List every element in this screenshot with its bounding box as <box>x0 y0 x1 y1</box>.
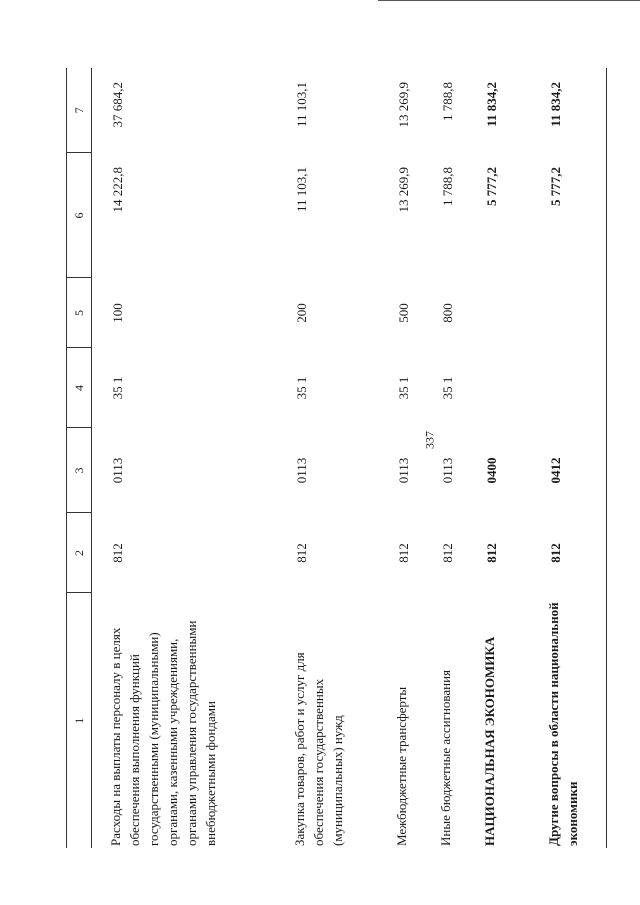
table-row-section <box>466 68 530 848</box>
cell-ved: 812 <box>294 543 309 563</box>
row-name: Расходы на выплаты персоналу в целях обеспечения выполнения функций государственными (муниципальными) органами, казенными учреждениями, органами управления государственными внебюджетными фондами <box>108 620 218 846</box>
cell-csr <box>466 348 530 428</box>
column-header: 3 <box>67 428 92 513</box>
cell-vr: 200 <box>294 303 309 323</box>
cell-sum2: 37 684,2 <box>110 82 125 128</box>
cell-vr <box>530 278 607 348</box>
top-rule <box>378 0 640 1</box>
cell-csr: 35 1 <box>294 376 309 400</box>
cell-vr: 800 <box>440 303 455 323</box>
column-header: 1 <box>67 593 92 848</box>
row-name: Иные бюджетные ассигнования <box>438 669 453 846</box>
cell-csr: 35 1 <box>440 376 455 400</box>
column-header: 5 <box>67 278 92 348</box>
cell-ved: 812 <box>548 543 563 563</box>
cell-vr <box>466 278 530 348</box>
cell-ved: 812 <box>396 543 411 563</box>
column-header: 2 <box>67 513 92 593</box>
cell-sum2: 11 834,2 <box>484 82 499 127</box>
cell-sum1: 1 788,8 <box>440 167 455 206</box>
row-name: Закупка товаров, работ и услуг для обеспечения государственных (муниципальных) нужд <box>292 652 345 846</box>
column-header: 7 <box>67 68 92 153</box>
cell-razdel: 0113 <box>396 457 411 484</box>
cell-sum1: 13 269,9 <box>396 167 411 213</box>
cell-ved: 812 <box>110 543 125 563</box>
cell-razdel: 0412 <box>548 457 563 484</box>
cell-sum2: 11 834,2 <box>548 82 563 127</box>
cell-sum1: 5 777,2 <box>548 167 563 206</box>
table-row <box>92 68 277 848</box>
cell-vr: 100 <box>110 303 125 323</box>
cell-sum2: 13 269,9 <box>396 82 411 128</box>
cell-csr <box>530 348 607 428</box>
header-row <box>67 68 92 848</box>
cell-sum1: 14 222,8 <box>110 167 125 213</box>
rotated-table-wrapper <box>66 68 580 848</box>
row-name: НАЦИОНАЛЬНАЯ ЭКОНОМИКА <box>482 636 497 846</box>
table-row <box>276 68 378 848</box>
cell-csr: 35 1 <box>396 376 411 400</box>
row-name: Межбюджетные трансферты <box>394 686 409 846</box>
column-header: 4 <box>67 348 92 428</box>
cell-razdel: 0113 <box>440 457 455 484</box>
page-number: 337 <box>422 431 437 449</box>
cell-sum2: 1 788,8 <box>440 82 455 121</box>
cell-ved: 812 <box>484 543 499 563</box>
cell-sum1: 11 103,1 <box>294 167 309 213</box>
cell-razdel: 0113 <box>110 457 125 484</box>
cell-vr: 500 <box>396 303 411 323</box>
cell-sum1: 5 777,2 <box>484 167 499 206</box>
table-row <box>422 68 466 848</box>
column-header: 6 <box>67 153 92 278</box>
table-row <box>378 68 422 848</box>
cell-razdel: 0400 <box>484 457 499 484</box>
row-name: Другие вопросы в области национальной экономики <box>546 602 580 846</box>
budget-table <box>66 68 607 848</box>
cell-razdel: 0113 <box>294 457 309 484</box>
table-row-section <box>530 68 607 848</box>
cell-ved: 812 <box>440 543 455 563</box>
cell-csr: 35 1 <box>110 376 125 400</box>
cell-sum2: 11 103,1 <box>294 82 309 128</box>
